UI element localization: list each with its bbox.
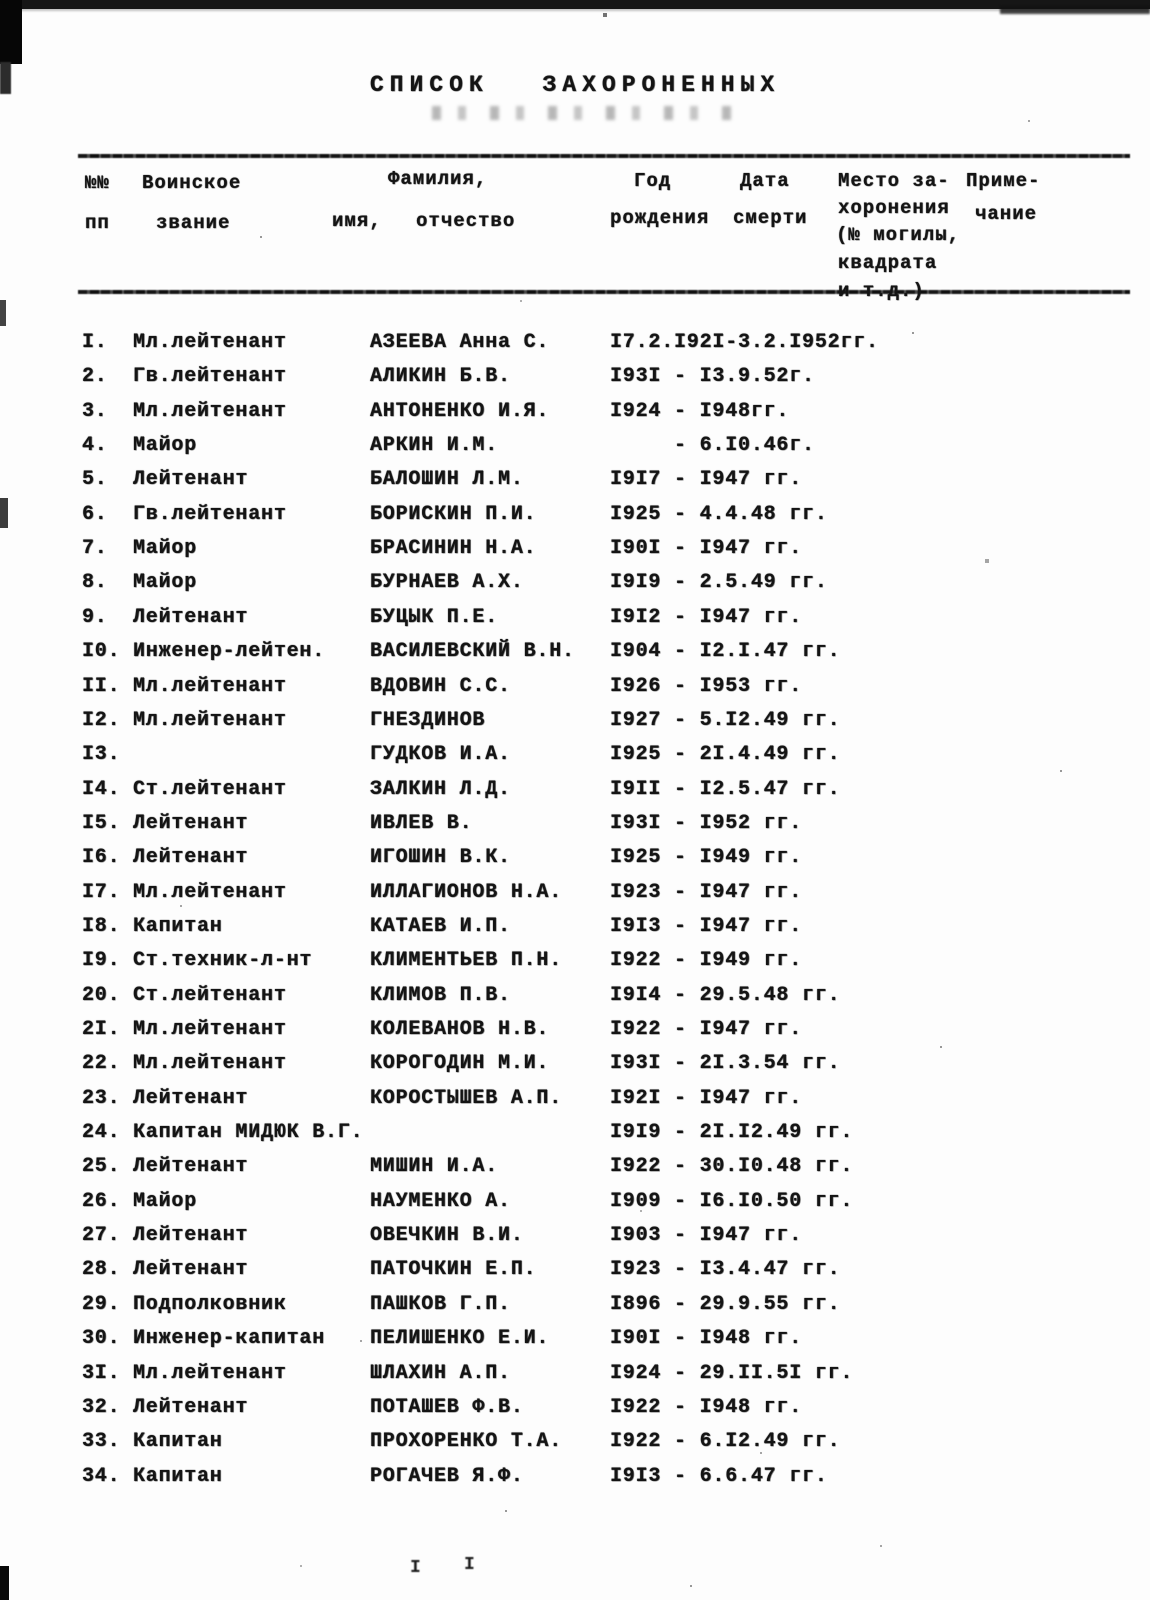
row-rank: Мл.лейтенант — [133, 399, 287, 423]
table-row — [0, 812, 1150, 846]
row-dates: I923 - I3.4.47 гг. — [610, 1258, 841, 1282]
row-rank: Майор — [133, 537, 198, 561]
row-name: БАЛОШИН Л.М. — [370, 468, 524, 492]
table-row — [0, 468, 1150, 502]
row-rank: Лейтенант — [133, 605, 249, 629]
row-dates: I925 - 4.4.48 гг. — [610, 502, 828, 526]
row-rank: Майор — [133, 571, 198, 595]
row-name: РОГАЧЕВ Я.Ф. — [370, 1464, 524, 1488]
row-num: 34. — [82, 1464, 121, 1488]
row-rank: Мл.лейтенант — [133, 880, 287, 904]
row-dates: I922 - 30.I0.48 гг. — [610, 1155, 854, 1179]
row-rank: Майор — [133, 1189, 198, 1213]
table-row — [0, 915, 1150, 949]
row-rank: Мл.лейтенант — [133, 674, 287, 698]
row-name: БОРИСКИН П.И. — [370, 502, 537, 526]
table-row — [0, 1430, 1150, 1464]
row-dates: I93I - 2I.3.54 гг. — [610, 1052, 841, 1076]
row-dates: I926 - I953 гг. — [610, 674, 803, 698]
table-row — [0, 984, 1150, 1018]
table-row — [0, 365, 1150, 399]
row-dates: I923 - I947 гг. — [610, 880, 803, 904]
row-rank: Лейтенант — [133, 468, 249, 492]
row-num: I2. — [82, 708, 121, 732]
row-rank: Инженер-капитан — [133, 1327, 326, 1351]
row-num: I3. — [82, 743, 121, 767]
table-row — [0, 743, 1150, 777]
row-dates: I924 - 29.II.5I гг. — [610, 1361, 854, 1385]
row-dates: I922 - I949 гг. — [610, 949, 803, 973]
row-name: ВДОВИН С.С. — [370, 674, 511, 698]
row-num: 3I. — [82, 1361, 121, 1385]
col-header-place-l4: квадрата — [838, 252, 938, 274]
scan-edge-top — [0, 0, 1150, 9]
row-dates: I922 - I948 гг. — [610, 1395, 803, 1419]
row-num: I8. — [82, 914, 121, 938]
table-row — [0, 1018, 1150, 1052]
table-row — [0, 1327, 1150, 1361]
row-num: 30. — [82, 1327, 121, 1351]
row-num: 2. — [82, 365, 108, 389]
row-rank: Лейтенант — [133, 1086, 249, 1110]
scan-noise-dots — [0, 0, 2, 2]
row-num: 22. — [82, 1052, 121, 1076]
row-num: 6. — [82, 502, 108, 526]
row-rank: Лейтенант — [133, 1155, 249, 1179]
row-dates: I9I4 - 29.5.48 гг. — [610, 983, 841, 1007]
bottom-page-mark: I — [410, 1558, 421, 1578]
row-num: 8. — [82, 571, 108, 595]
row-name: ВАСИЛЕВСКИЙ В.Н. — [370, 640, 575, 664]
table-row — [0, 778, 1150, 812]
row-dates: I9I3 - I947 гг. — [610, 914, 803, 938]
row-dates: I904 - I2.I.47 гг. — [610, 640, 841, 664]
row-name: ЗАЛКИН Л.Д. — [370, 777, 511, 801]
row-num: I6. — [82, 846, 121, 870]
table-row — [0, 675, 1150, 709]
table-row — [0, 1087, 1150, 1121]
row-dates: - 6.I0.46г. — [610, 434, 815, 458]
table-row — [0, 1224, 1150, 1258]
row-rank: Гв.лейтенант — [133, 365, 287, 389]
scan-edge-mark — [0, 1566, 9, 1600]
row-name: КЛИМЕНТЬЕВ П.Н. — [370, 949, 563, 973]
row-rank: Капитан — [133, 1464, 223, 1488]
row-num: 2I. — [82, 1018, 121, 1041]
table-row — [0, 1258, 1150, 1292]
row-name: БУЦЫК П.Е. — [370, 605, 499, 629]
row-num: I. — [82, 331, 108, 354]
table-row — [0, 571, 1150, 605]
table-row — [0, 1190, 1150, 1224]
row-dates: I9II - I2.5.47 гг. — [610, 777, 841, 801]
row-name: БУРНАЕВ А.Х. — [370, 571, 524, 595]
row-num: 32. — [82, 1395, 121, 1419]
row-dates: I896 - 29.9.55 гг. — [610, 1292, 841, 1316]
row-dates: I90I - I948 гг. — [610, 1327, 803, 1351]
col-header-num-l2: пп — [85, 212, 110, 234]
col-header-note-l1: Приме- — [966, 170, 1041, 192]
row-dates: I924 - I948гг. — [610, 399, 790, 423]
col-header-place-l2: хоронения — [838, 197, 950, 219]
row-name: АРКИН И.М. — [370, 434, 499, 458]
table-row — [0, 949, 1150, 983]
row-dates: I93I - I952 гг. — [610, 811, 803, 835]
row-rank: Майор — [133, 434, 198, 458]
row-rank: Мл.лейтенант — [133, 1052, 287, 1076]
table-row — [0, 709, 1150, 743]
row-dates: I903 - I947 гг. — [610, 1224, 803, 1248]
row-name: ОВЕЧКИН В.И. — [370, 1224, 524, 1248]
row-rank: Капитан — [133, 914, 223, 938]
row-num: I4. — [82, 777, 121, 801]
row-num: 24. — [82, 1121, 121, 1145]
row-rank: Капитан — [133, 1430, 223, 1454]
row-name: ПОТАШЕВ Ф.В. — [370, 1395, 524, 1419]
table-row — [0, 1465, 1150, 1499]
row-num: 29. — [82, 1292, 121, 1316]
row-num: 20. — [82, 983, 121, 1007]
row-num: 5. — [82, 468, 108, 492]
col-header-note-l2: чание — [975, 203, 1038, 225]
row-dates: I9I9 - 2.5.49 гг. — [610, 571, 828, 595]
row-name: КОРОСТЫШЕВ А.П. — [370, 1086, 563, 1110]
bottom-page-mark: I — [464, 1555, 475, 1575]
row-name: ИГОШИН В.К. — [370, 846, 511, 870]
row-dates: I9I7 - I947 гг. — [610, 468, 803, 492]
row-rank: Лейтенант — [133, 1395, 249, 1419]
row-name: ИВЛЕВ В. — [370, 811, 473, 835]
row-num: I9. — [82, 949, 121, 973]
table-row — [0, 537, 1150, 571]
table-row — [0, 1396, 1150, 1430]
row-num: I0. — [82, 640, 121, 664]
row-dates: I927 - 5.I2.49 гг. — [610, 708, 841, 732]
table-row — [0, 1052, 1150, 1086]
row-num: 33. — [82, 1430, 121, 1454]
row-name: КЛИМОВ П.В. — [370, 983, 511, 1007]
row-name: ГНЕЗДИНОВ — [370, 708, 486, 732]
row-dates: I9I9 - 2I.I2.49 гг. — [610, 1121, 854, 1145]
row-name: АНТОНЕНКО И.Я. — [370, 399, 550, 423]
row-num: 4. — [82, 434, 108, 458]
col-header-place-l1: Место за- — [838, 170, 950, 192]
row-rank: Мл.лейтенант — [133, 1361, 287, 1385]
row-num: 23. — [82, 1086, 121, 1110]
table-row — [0, 640, 1150, 674]
page-title: СПИСОК ЗАХОРОНЕННЫХ — [369, 72, 781, 98]
col-header-place-l5: и т.д.) — [838, 280, 925, 302]
table-row — [0, 846, 1150, 880]
row-num: II. — [82, 674, 121, 698]
row-dates: I922 - 6.I2.49 гг. — [610, 1430, 841, 1454]
col-header-birth-l1: Год — [634, 170, 672, 192]
row-num: 26. — [82, 1189, 121, 1213]
row-rank: Капитан МИДЮК В.Г. — [133, 1121, 364, 1145]
row-name: АЛИКИН Б.В. — [370, 365, 511, 389]
row-rank: Ст.лейтенант — [133, 777, 287, 801]
table-row — [0, 1293, 1150, 1327]
row-rank: Лейтенант — [133, 811, 249, 835]
row-dates: I9I2 - I947 гг. — [610, 605, 803, 629]
row-num: 28. — [82, 1258, 121, 1282]
title-smudge — [432, 106, 732, 120]
row-dates: I922 - I947 гг. — [610, 1018, 803, 1041]
row-name: ГУДКОВ И.А. — [370, 743, 511, 767]
scan-edge-top-right — [1000, 6, 1150, 14]
row-name: ПАШКОВ Г.П. — [370, 1292, 511, 1316]
table-row — [0, 606, 1150, 640]
row-rank: Подполковник — [133, 1292, 287, 1316]
row-dates: I9I3 - 6.6.47 гг. — [610, 1464, 828, 1488]
row-num: I5. — [82, 811, 121, 835]
row-num: 25. — [82, 1155, 121, 1179]
row-dates: I90I - I947 гг. — [610, 537, 803, 561]
row-num: 7. — [82, 537, 108, 561]
row-dates: I925 - 2I.4.49 гг. — [610, 743, 841, 767]
table-row — [0, 434, 1150, 468]
table-row — [0, 1155, 1150, 1189]
row-rank: Мл.лейтенант — [133, 708, 287, 732]
row-dates: I93I - I3.9.52г. — [610, 365, 815, 389]
row-dates: I925 - I949 гг. — [610, 846, 803, 870]
row-rank: Лейтенант — [133, 846, 249, 870]
row-name: КОЛЕВАНОВ Н.В. — [370, 1018, 550, 1041]
row-rank: Гв.лейтенант — [133, 502, 287, 526]
table-row — [0, 1121, 1150, 1155]
row-dates: I909 - I6.I0.50 гг. — [610, 1189, 854, 1213]
table-row — [0, 1362, 1150, 1396]
row-name: ПЕЛИШЕНКО Е.И. — [370, 1327, 550, 1351]
col-header-death-l2: смерти — [733, 207, 808, 229]
row-rank: Ст.лейтенант — [133, 983, 287, 1007]
row-rank: Лейтенант — [133, 1224, 249, 1248]
row-num: 27. — [82, 1224, 121, 1248]
row-rank: Лейтенант — [133, 1258, 249, 1282]
scan-corner-blob — [0, 0, 22, 64]
row-name: ПРОХОРЕНКО Т.А. — [370, 1430, 563, 1454]
row-name: АЗЕЕВА Анна С. — [370, 331, 550, 354]
row-name: МИШИН И.А. — [370, 1155, 499, 1179]
row-name: КОРОГОДИН М.И. — [370, 1052, 550, 1076]
row-dates: I7.2.I92I-3.2.I952гг. — [610, 331, 879, 354]
table-row — [0, 331, 1150, 365]
table-rule-top — [78, 154, 1130, 158]
col-header-num-l1: №№ — [85, 172, 110, 194]
scan-edge-mark — [0, 300, 6, 326]
row-num: 3. — [82, 399, 108, 423]
col-header-death-l1: Дата — [740, 170, 790, 192]
row-rank: Мл.лейтенант — [133, 331, 287, 354]
row-rank: Мл.лейтенант — [133, 1018, 287, 1041]
col-header-rank-l2: звание — [156, 212, 231, 234]
table-row — [0, 881, 1150, 915]
row-dates: I92I - I947 гг. — [610, 1086, 803, 1110]
col-header-name-l2: имя, отчество — [332, 210, 516, 232]
row-num: 9. — [82, 605, 108, 629]
row-rank: Ст.техник-л-нт — [133, 949, 313, 973]
row-name: КАТАЕВ И.П. — [370, 914, 511, 938]
row-name: ШЛАХИН А.П. — [370, 1361, 511, 1385]
col-header-birth-l2: рождения — [610, 207, 710, 229]
table-rule-header-bottom — [78, 290, 1130, 294]
col-header-rank-l1: Воинское — [142, 172, 242, 194]
row-name: НАУМЕНКО А. — [370, 1189, 511, 1213]
row-rank: Инженер-лейтен. — [133, 640, 326, 664]
row-name: ИЛЛАГИОНОВ Н.А. — [370, 880, 563, 904]
col-header-place-l3: (№ могилы, — [836, 224, 961, 246]
table-row — [0, 503, 1150, 537]
row-num: I7. — [82, 880, 121, 904]
row-name: БРАСИНИН Н.А. — [370, 537, 537, 561]
row-name: ПАТОЧКИН Е.П. — [370, 1258, 537, 1282]
table-row — [0, 400, 1150, 434]
col-header-name-l1: Фамилия, — [388, 168, 488, 190]
